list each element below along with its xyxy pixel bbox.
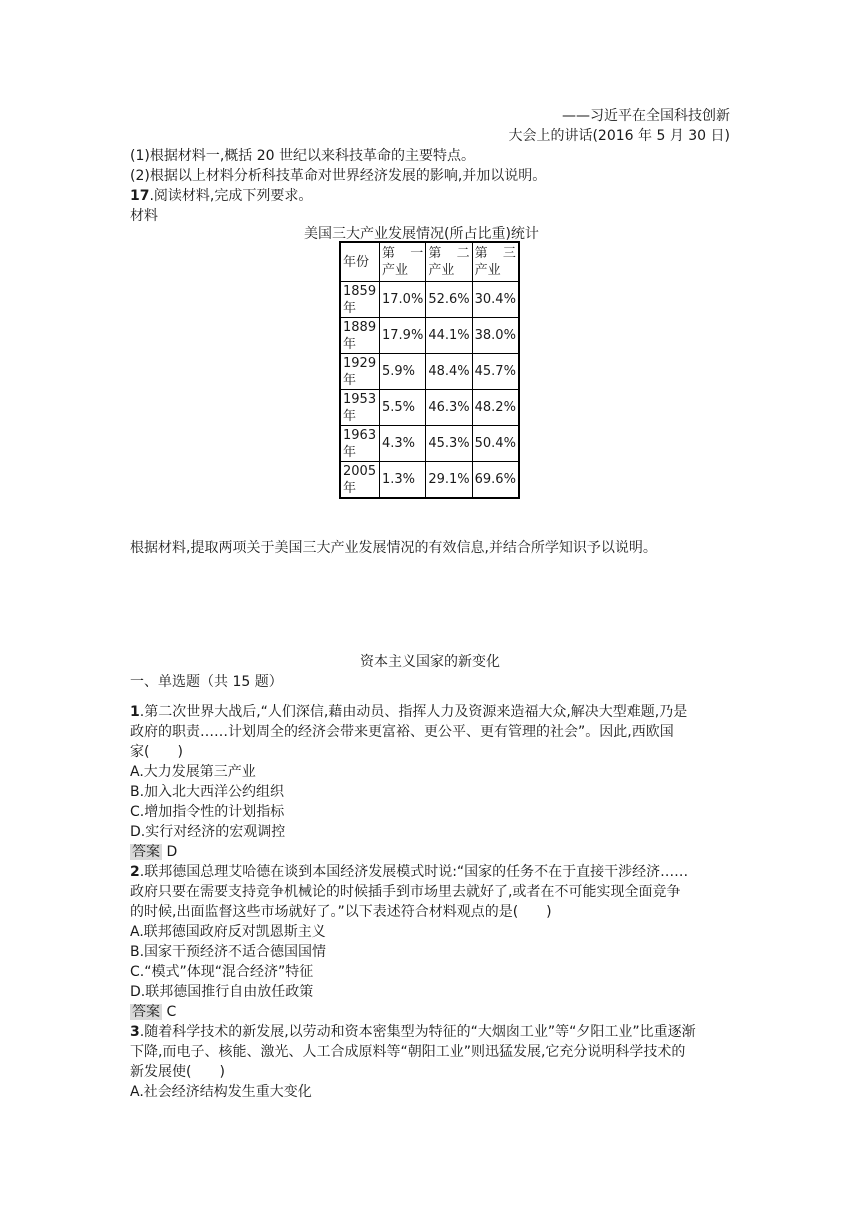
mc1-line3: 家( )	[130, 744, 183, 760]
table-row	[340, 318, 519, 354]
cell-primary: 17.9%	[380, 318, 426, 354]
cell-tertiary: 69.6%	[472, 462, 519, 499]
cell-tertiary: 38.0%	[472, 318, 519, 354]
mc3-line3: 新发展使( )	[130, 1064, 225, 1080]
table-row	[340, 462, 519, 499]
option-c: C.增加指令性的计划指标	[130, 804, 285, 820]
q17-question: 根据材料,提取两项关于美国三大产业发展情况的有效信息,并结合所学知识予以说明。	[130, 540, 657, 556]
question-text: .阅读材料,完成下列要求。	[149, 188, 313, 204]
quote-attribution-line1: ——习近平在全国科技创新	[562, 108, 730, 124]
table-row	[340, 282, 519, 318]
table-row	[340, 390, 519, 426]
option-c: C.“模式”体现“混合经济”特征	[130, 964, 314, 980]
cell-tertiary: 50.4%	[472, 426, 519, 462]
material-label: 材料	[130, 208, 158, 224]
cell-primary: 17.0%	[380, 282, 426, 318]
table-row	[340, 354, 519, 390]
header-tertiary-c: 产业	[474, 263, 501, 278]
mc1-answer	[130, 842, 730, 862]
cell-tertiary: 45.7%	[472, 354, 519, 390]
option-b: B.加入北大西洋公约组织	[130, 784, 285, 800]
cell-year: 1889 年	[340, 318, 380, 354]
q17-stem	[130, 186, 730, 206]
question-number: 17	[130, 188, 150, 204]
section-title: 资本主义国家的新变化	[360, 654, 500, 670]
header-primary	[380, 242, 426, 282]
cell-primary: 1.3%	[380, 462, 426, 499]
header-secondary-b: 二	[456, 246, 470, 261]
answer-label: 答案	[132, 844, 160, 860]
cell-primary: 5.5%	[380, 390, 426, 426]
cell-year: 1963 年	[340, 426, 380, 462]
cell-tertiary: 30.4%	[472, 282, 519, 318]
question-text: .联邦德国总理艾哈德在谈到本国经济发展模式时说:“国家的任务不在于直接干涉经济……	[139, 864, 689, 880]
header-secondary	[426, 242, 472, 282]
option-a: A.社会经济结构发生重大变化	[130, 1084, 312, 1100]
cell-secondary: 29.1%	[426, 462, 472, 499]
cell-secondary: 44.1%	[426, 318, 472, 354]
header-secondary-a: 第	[428, 246, 442, 261]
table-header-row	[340, 242, 519, 282]
header-primary-c: 产业	[382, 263, 409, 278]
option-d: D.实行对经济的宏观调控	[130, 824, 286, 840]
question-number: 1	[130, 704, 140, 720]
mc2-line1	[130, 862, 730, 882]
cell-year: 1859 年	[340, 282, 380, 318]
mc2-line3: 的时候,出面监督这些市场就好了。”以下表述符合材料观点的是( )	[130, 904, 552, 920]
answer-value: C	[166, 1004, 177, 1020]
cell-tertiary: 48.2%	[472, 390, 519, 426]
mc3-line1	[130, 1022, 730, 1042]
cell-secondary: 45.3%	[426, 426, 472, 462]
question-number: 2	[130, 864, 140, 880]
answer-value: D	[166, 844, 178, 860]
question-text: .第二次世界大战后,“人们深信,藉由动员、指挥人力及资源来造福大众,解决大型难题,乃是	[139, 704, 688, 720]
industry-table	[339, 241, 520, 499]
cell-secondary: 48.4%	[426, 354, 472, 390]
header-primary-b: 一	[410, 246, 424, 261]
q16-part2: (2)根据以上材料分析科技革命对世界经济发展的影响,并加以说明。	[130, 168, 547, 184]
mc1-line2: 政府的职责……计划周全的经济会带来更富裕、更公平、更有管理的社会”。因此,西欧国	[130, 724, 674, 740]
table-row	[340, 426, 519, 462]
option-d: D.联邦德国推行自由放任政策	[130, 984, 314, 1000]
cell-year: 2005 年	[340, 462, 380, 499]
answer-label: 答案	[132, 1004, 160, 1020]
table-title: 美国三大产业发展情况(所占比重)统计	[304, 226, 539, 242]
q16-part1: (1)根据材料一,概括 20 世纪以来科技革命的主要特点。	[130, 148, 475, 164]
cell-primary: 5.9%	[380, 354, 426, 390]
cell-primary: 4.3%	[380, 426, 426, 462]
header-primary-a: 第	[382, 246, 396, 261]
section-heading: 一、单选题（共 15 题）	[130, 674, 283, 690]
mc2-line2: 政府只要在需要支持竞争机械论的时候插手到市场里去就好了,或者在不可能实现全面竞争	[130, 884, 681, 900]
cell-year: 1929 年	[340, 354, 380, 390]
header-tertiary-b: 三	[502, 246, 516, 261]
option-b: B.国家干预经济不适合德国国情	[130, 944, 327, 960]
question-number: 3	[130, 1024, 140, 1040]
question-text: .随着科学技术的新发展,以劳动和资本密集型为特征的“大烟囱工业”等“夕阳工业”比重逐渐	[139, 1024, 696, 1040]
mc3-line2: 下降,而电子、核能、激光、人工合成原料等“朝阳工业”则迅猛发展,它充分说明科学技术的	[130, 1044, 686, 1060]
mc1-line1	[130, 702, 730, 722]
header-tertiary	[472, 242, 519, 282]
cell-secondary: 52.6%	[426, 282, 472, 318]
mc2-answer	[130, 1002, 730, 1022]
header-year: 年份	[340, 242, 380, 282]
header-secondary-c: 产业	[428, 263, 455, 278]
option-a: A.联邦德国政府反对凯恩斯主义	[130, 924, 326, 940]
cell-year: 1953 年	[340, 390, 380, 426]
option-a: A.大力发展第三产业	[130, 764, 256, 780]
cell-secondary: 46.3%	[426, 390, 472, 426]
header-tertiary-a: 第	[474, 246, 488, 261]
quote-attribution-line2: 大会上的讲话(2016 年 5 月 30 日)	[508, 128, 730, 144]
